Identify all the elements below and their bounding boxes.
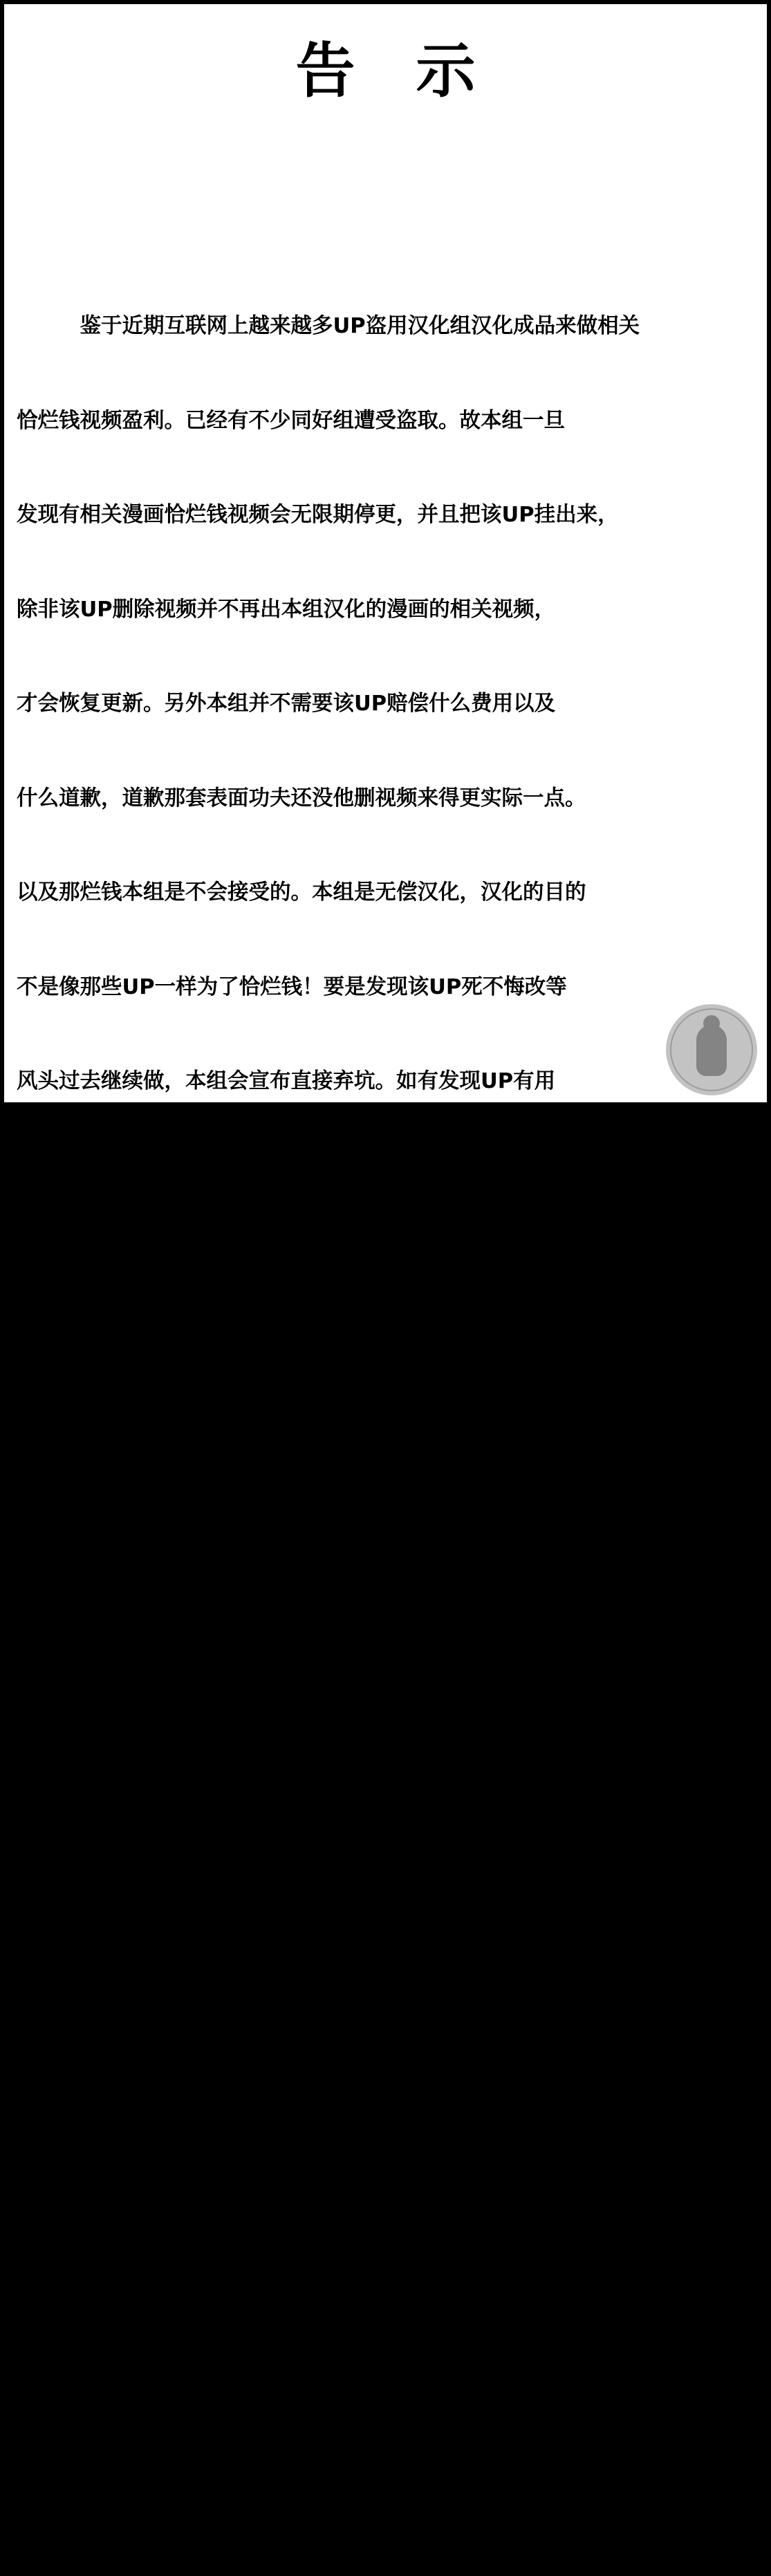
notice-line: 进度超过本组汉化的进度以后会继续更新，防止该UP使用 (17, 1352, 556, 1377)
notice-line: 所谓的“二创”，汉化本身就是灰色地带，汉化组大部分也无 (17, 1541, 572, 1566)
notice-line: 除非该UP删除视频并不再出本组汉化的漫画的相关视频， (17, 597, 556, 622)
notice-line: 鉴于近期互联网上越来越多UP盗用汉化组汉化成品来做相关 (17, 314, 640, 338)
notice-line: 日文原版生肉 (17, 1163, 143, 1188)
watermark-stamp (666, 1004, 757, 1095)
notice-line: 谢谢各位一起维护这个良好的汉化环境。 (17, 2485, 396, 2510)
notice-line: 风头过去继续做，本组会宣布直接弃坑。如有发现UP有用 (17, 1069, 556, 1093)
notice-line: 以后就基本就别想看到汉化组汉化了。因为会有一定人身安全的 (17, 2013, 607, 2037)
notice-line: 恰烂钱视频盈利。已经有不少同好组遭受盗取。故本组一旦 (17, 408, 565, 433)
notice-line: 汉化组组所有组员的人身安全的话。会对汉化圈造成巨大的影响， (17, 1918, 629, 1943)
notice-line: 或其他外语版本的图源来制作视频的话，本组也会停更等该UP的 (17, 1258, 619, 1282)
notice-line: 另外各位漫友有发现有UP确实是使用本组的汉化成品做专门 (17, 2202, 577, 2226)
page-title: 告示 (295, 37, 537, 106)
notice-line: 以及那烂钱本组是不会接受的。本组是无偿汉化，汉化的目的 (17, 880, 586, 905)
notice-paragraph (17, 248, 754, 2576)
notice-line: 告知是保护了汉化组的人身安全。同时也是保护了汉化的环境 (17, 2391, 586, 2415)
notice-body (17, 248, 754, 2576)
notice-line: 什么道歉，道歉那套表面功夫还没他删视频来得更实际一点。 (17, 786, 586, 810)
notice-line: 版权可言。少部分有得到作者亲自授权汉化的作品另外一说， (17, 1636, 586, 1660)
notice-line: 风险，汉化组不汉化又不会死。最终只会是大家都没得看。 (17, 2107, 565, 2132)
notice-line: 发现有相关漫画恰烂钱视频会无限期停更，并且把该UP挂出来， (17, 503, 619, 527)
stamp-text (666, 1004, 757, 1095)
notice-line: 汉化成品以外的图源做视频，然后暗地参考汉化的版本来进行 (17, 1447, 586, 1471)
notice-line: 一旦出现有人利用汉化成品进行盈利，版权方会凭着 (17, 1730, 502, 1754)
notice-line: 的恰烂钱视频的话麻烦请告知，本组会第一时间去确认。您的 (17, 2296, 586, 2321)
notice-line: 不是像那些UP一样为了恰烂钱！要是发现该UP死不悔改等 (17, 974, 567, 999)
notice-line: 才会恢复更新。另外本组并不需要该UP赔偿什么费用以及 (17, 692, 556, 716)
notice-line: 盈利视频作为证据来寻找汉化的汉化组，到时候会牵连到 (17, 1824, 544, 1848)
